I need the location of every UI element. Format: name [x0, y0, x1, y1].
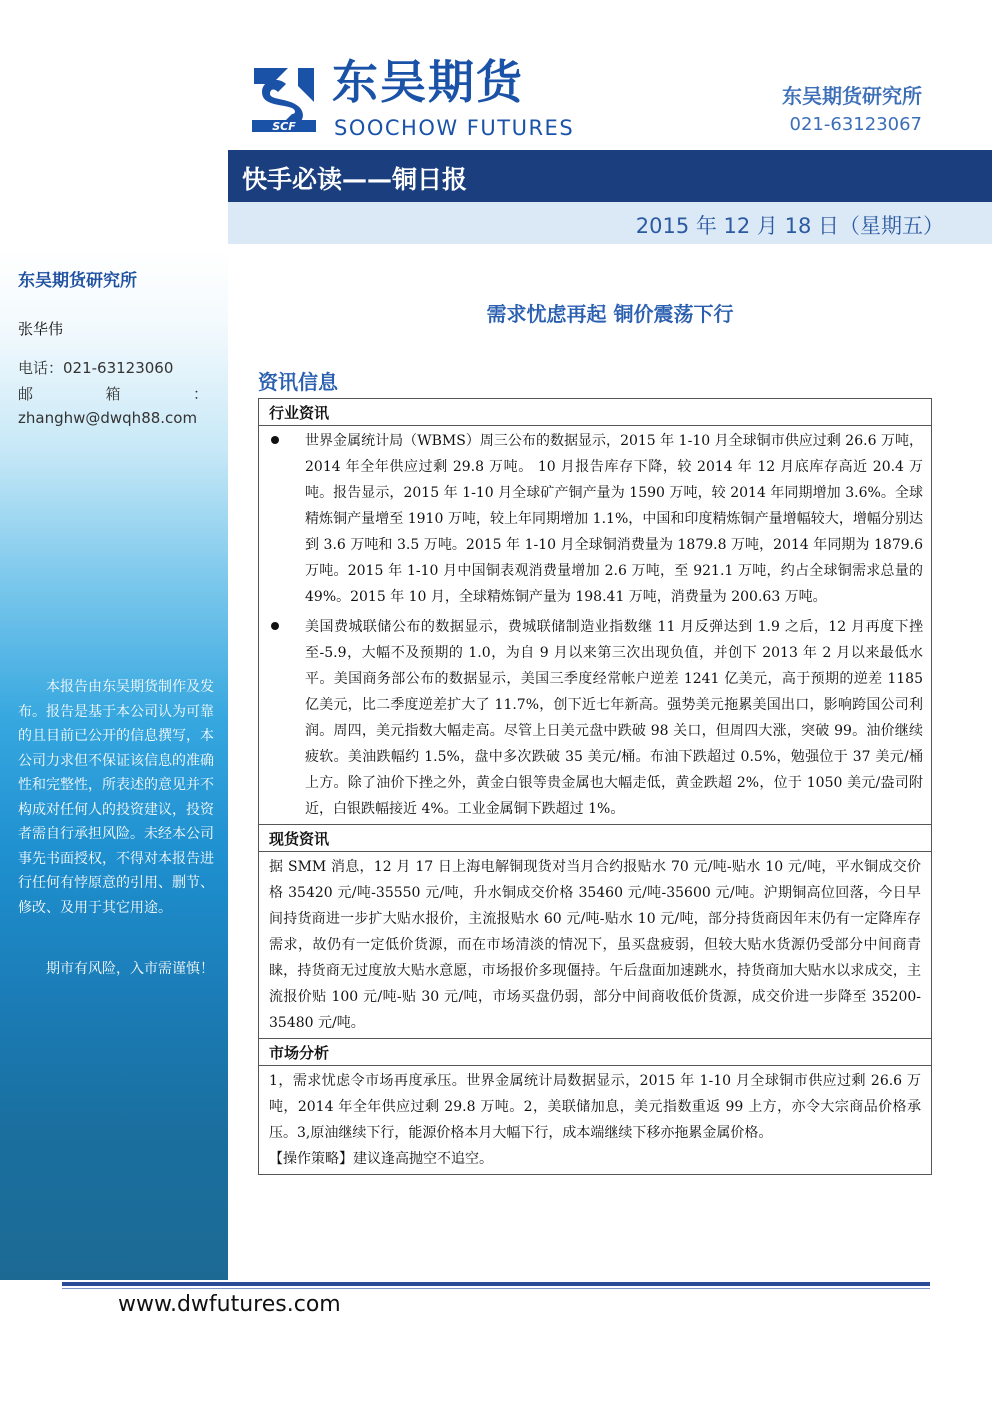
list-item: [259, 612, 931, 824]
analysis-body: [259, 1066, 931, 1174]
logo-text-cn: 东吴期货: [332, 55, 524, 109]
spot-body: [259, 852, 931, 1039]
industry-body: [259, 426, 931, 825]
email-label-char: ：: [192, 385, 208, 403]
footer-divider-thin: [62, 1288, 930, 1289]
list-item: [259, 426, 931, 612]
logo-abbr: SCF: [272, 120, 296, 133]
spot-heading: 现货资讯: [259, 825, 931, 852]
report-title: 快手必读——铜日报: [242, 165, 468, 194]
footer-divider: [62, 1282, 930, 1286]
author-phone: 电话：021-63123060: [18, 359, 174, 377]
section-title: 资讯信息: [258, 370, 338, 394]
spot-text: 据 SMM 消息，12 月 17 日上海电解铜现货对当月合约报贴水 70 元/吨-贴水 10 元/吨，平水铜成交价格 35420 元/吨-35550 元/吨，升水铜成交价格 35460 元/吨-35600 元/吨。沪期铜高位回落，今日早间持货商进一步扩大贴水报价，主流报贴水 60 元/吨-贴水 10 元/吨，部分持货商因年末仍有一定降库存需求，故仍有一定低价货源，而在市场清淡的情况下，虽买盘疲弱，但较大贴水货源仍受部分中间商青睐，持货商无过度放大贴水意愿，市场报价多现僵持。午后盘面加速跳水，持货商加大贴水以求成交，主流报价贴 100 元/吨-贴 30 元/吨，市场买盘仍弱，部分中间商收低价货源，成交价进一步降至 35200-35480 元/吨。: [269, 859, 921, 1031]
report-date: 2015 年 12 月 18 日（星期五）: [635, 214, 944, 238]
industry-heading: 行业资讯: [259, 399, 931, 426]
analysis-text: 1，需求忧虑令市场再度承压。世界金属统计局数据显示，2015 年 1-10 月全球铜市供应过剩 26.6 万吨，2014 年全年供应过剩 29.8 万吨。2，美联储加息，美元指数重返 99 上方，亦令大宗商品价格承压。3,原油继续下行，能源价格本月大幅下行，成本端继续下移亦拖累金属价格。: [269, 1073, 921, 1141]
title-band: [228, 150, 992, 202]
analysis-heading: 市场分析: [259, 1039, 931, 1066]
header-org: 东吴期货研究所: [782, 84, 922, 108]
strategy-text: 【操作策略】建议逢高抛空不追空。: [269, 1151, 493, 1167]
author-email[interactable]: zhanghw@dwqh88.com: [18, 409, 198, 427]
email-label-char: 邮: [18, 385, 34, 403]
bullet-icon: [271, 436, 279, 444]
company-logo-icon: [248, 62, 320, 134]
headline: 需求忧虑再起 铜价震荡下行: [486, 302, 734, 326]
sidebar-org: 东吴期货研究所: [18, 271, 137, 291]
email-label-char: 箱: [105, 385, 121, 403]
content-box: [258, 398, 932, 1175]
sidebar: [0, 0, 228, 1280]
risk-warning: 期市有风险，入市需谨慎！: [46, 961, 214, 977]
email-label: [18, 383, 208, 404]
author-name: 张华伟: [18, 320, 64, 338]
date-band: [228, 202, 992, 244]
disclaimer: 本报告由东吴期货制作及发布。报告是基于本公司认为可靠的且目前已公开的信息撰写，本公司力求但不保证该信息的准确性和完整性，所表述的意见并不构成对任何人的投资建议，投资者需自行承担风险。未经本公司事先书面授权，不得对本报告进行任何有悖原意的引用、删节、修改、及用于其它用途。: [18, 679, 214, 916]
bullet-icon: [271, 622, 279, 630]
logo-text-en: SOOCHOW FUTURES: [334, 116, 575, 140]
bullet-text: 美国费城联储公布的数据显示，费城联储制造业指数继 11 月反弹达到 1.9 之后，12 月再度下挫至-5.9，大幅不及预期的 1.0，为自 9 月以来第三次出现负值，并创下 2013 年 2 月以来最低水平。美国商务部公布的数据显示，美国三季度经常帐户逆差 1241 亿美元，高于预期的逆差 1185 亿美元，比二季度逆差扩大了 11.7%，创下近七年新高。强势美元拖累美国出口，影响跨国公司利润。周四，美元指数大幅走高。尽管上日美元盘中跌破 98 关口，但周四大涨，突破 99。油价继续疲软。美油跌幅约 1.5%，盘中多次跌破 35 美元/桶。布油下跌超过 0.5%，勉强位于 37 美元/桶上方。除了油价下挫之外，黄金白银等贵金属也大幅走低，黄金跌超 2%，位于 1050 美元/盎司附近，白银跌幅接近 4%。工业金属铜下跌超过 1%。: [305, 619, 923, 817]
header-phone: 021-63123067: [789, 114, 922, 135]
footer-url[interactable]: www.dwfutures.com: [118, 1292, 341, 1317]
bullet-text: 世界金属统计局（WBMS）周三公布的数据显示，2015 年 1-10 月全球铜市供应过剩 26.6 万吨，2014 年全年供应过剩 29.8 万吨。 10 月报告库存下降，较 2014 年 12 月底库存高近 20.4 万吨。报告显示，2015 年 1-10 月全球矿产铜产量为 1590 万吨，较 2014 年同期增加 3.6%。全球精炼铜产量增至 1910 万吨，较上年同期增加 1.1%，中国和印度精炼铜产量增幅较大，增幅分别达到 3.6 万吨和 3.5 万吨。2015 年 1-10 月全球铜消费量为 1879.8 万吨，2014 年同期为 1879.6 万吨。2015 年 1-10 月中国铜表观消费量增加 2.6 万吨，至 921.1 万吨，约占全球铜需求总量的 49%。2015 年 10 月，全球精炼铜产量为 198.41 万吨，消费量为 200.63 万吨。: [305, 433, 923, 605]
